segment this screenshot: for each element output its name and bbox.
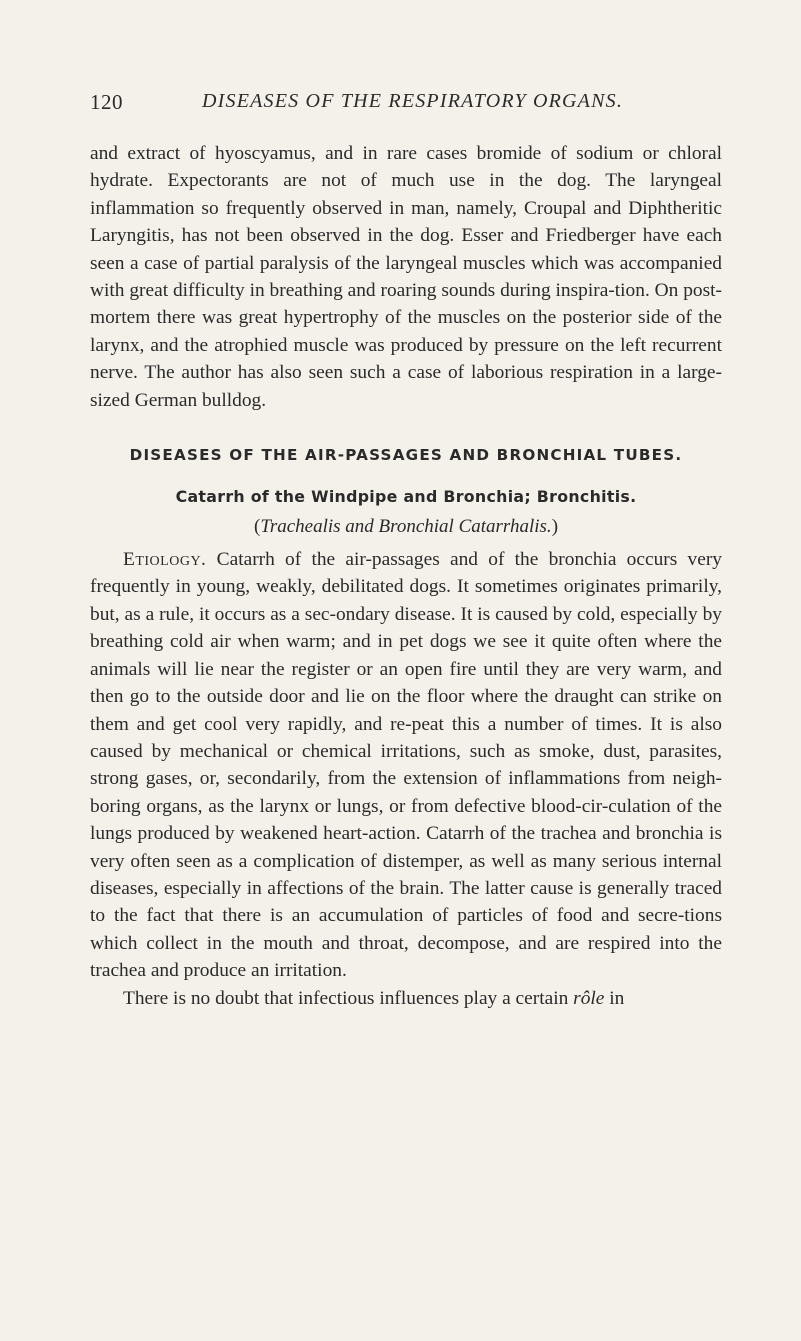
paragraph-infectious-italic: rôle (573, 987, 605, 1009)
body-text (90, 140, 722, 1012)
paragraph-infectious (90, 985, 722, 1012)
subsection-heading: Catarrh of the Windpipe and Bronchia; Bronchitis. (175, 487, 637, 507)
paragraph-infectious-start: There is no doubt that infectious influences play a certain (123, 987, 574, 1009)
etiology-text: Catarrh of the air-passages and of the bronchia occurs very frequently in young, weakly, debilitated dogs. It sometimes originates primarily, but, as a rule, it occurs as a sec-ondary disease. It is caused by cold, especially by breathing cold air when warm; and in pet dogs we see it quite often where the animals will lie near the register or an open fire until they are very warm, and then go to the outside door and lie on the floor where the draught can strike on them and get cool very rapidly, and re-peat this a number of times. It is also caused by mechanical or chemical irritations, such as smoke, dust, parasites, strong gases, or, secondarily, from the extension of inflammations from neigh-boring organs, as the larynx or lungs, or from defective blood-cir-culation of the lungs produced by weakened heart-action. Catarrh of the trachea and bronchia is very often seen as a complication of distemper, as well as many serious internal diseases, especially in affections of the brain. The latter cause is generally traced to the fact that there is an accumulation of particles of food and secre-tions which collect in the mouth and throat, decompose, and are respired into the trachea and produce an irritation. (90, 549, 722, 982)
paragraph-infectious-end: in (604, 987, 625, 1009)
page-number: 120 (90, 90, 123, 114)
latin-close-paren: ) (551, 516, 559, 538)
running-header (90, 90, 720, 120)
latin-name (90, 512, 722, 542)
paragraph-etiology (90, 546, 722, 985)
section-heading: DISEASES OF THE AIR-PASSAGES AND BRONCHIAL TUBES. (129, 446, 683, 465)
etiology-label: Etiology. (123, 549, 207, 571)
latin-open-paren: ( (253, 516, 261, 538)
latin-name-text: Trachealis and Bronchial Catarrhalis. (260, 516, 552, 538)
running-title: DISEASES OF THE RESPIRATORY ORGANS. (202, 90, 624, 112)
paragraph-continuation: and extract of hyoscyamus, and in rare cases bromide of sodium or chloral hydrate. Expectorants are not of much use in the dog. The laryngeal inflammation so frequently observed in man, namely, Croupal and Diphtheritic Laryngitis, has not been observed in the dog. Esser and Friedberger have each seen a case of partial paralysis of the laryngeal muscles which was accompanied with great difficulty in breathing and roaring sounds during inspira-tion. On post-mortem there was great hypertrophy of the muscles on the posterior side of the larynx, and the atrophied muscle was produced by pressure on the left recurrent nerve. The author has also seen such a case of laborious respiration in a large-sized German bulldog. (90, 143, 722, 411)
